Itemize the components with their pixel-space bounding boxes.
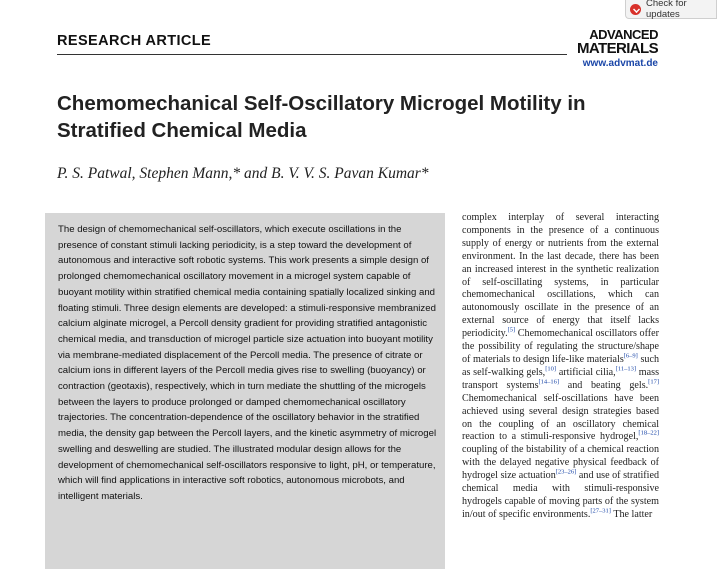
body-text-run: coupling of the bistability of a chemical reaction with the delayed negative physical feedback of hydrogel size actuation (462, 444, 659, 482)
article-title: Chemomechanical Self-Oscillatory Microgel Motility in Stratified Chemical Media (57, 92, 586, 142)
citation-link[interactable]: [27–31] (590, 507, 611, 515)
journal-logo-line1: ADVANCED (589, 27, 658, 42)
citation-link[interactable]: [14–16] (538, 378, 560, 386)
check-updates-icon (630, 4, 641, 15)
body-text-run: and beating gels. (559, 379, 649, 391)
body-text-run: artificial cilia, (556, 366, 616, 378)
section-label: RESEARCH ARTICLE (57, 33, 212, 49)
citation-link[interactable]: [18–22] (638, 430, 659, 438)
body-text-run: The latter (610, 508, 653, 520)
citation-link[interactable]: [6–9] (623, 352, 638, 360)
body-text-run: and use of stratified chemical media with stimuli-responsive hydrogels capable of moving parts of the system in/out of specific environments. (462, 470, 659, 520)
body-text-run: Chemomechanical self-oscillations have been achieved using several design strategies based on the coupling of an oscillatory chemical reaction to a stimuli-responsive hydrogel, (462, 392, 659, 443)
author-list: P. S. Patwal, Stephen Mann,* and B. V. V. S. Pavan Kumar* (57, 165, 429, 182)
header-divider (57, 54, 567, 55)
check-updates-label: Check for updates (646, 0, 687, 20)
body-text-run: such as self-walking gels, (462, 353, 660, 378)
check-for-updates-button[interactable] (625, 0, 717, 19)
abstract-text: The design of chemomechanical self-oscillators, which execute oscillations in the presence of constant stimuli lacking periodicity, is a step toward the development of autonomous and interactive soft robotic systems. This work presents a simple design of prolonged chemomechanical oscillatory movement in a microgel system capable of buoyant motility within stratified chemical media containing spatially localized sinking and floating stimuli. Three design elements are developed: a stimuli-responsive membranized calcium alginate microgel, a Percoll density gradient for providing stratified antagonistic chemical media, and transduction of microgel particle size actuation into buoyant motility via membrane-mediated displacement of the Percoll media. The presence of citrate or calcium ions in different layers of the Percoll media gives rise to swelling (buoyancy) or contraction (geotaxis), respectively, which in turn mediate the shuttling of the microgels between the layers to produce prolonged or damped chemomechanical oscillatory trajectories. The concentration-dependence of the oscillatory behavior in the stratified media, the density gap between the Percoll layers, and the kinetic asymmetry of microgel swelling and deswelling are studied. The illustrated modular design allows for the development of chemomechanical self-oscillators responsive to light, pH, or temperature, which will find applications in interactive soft robotics, autonomous microbots, and intelligent materials. (58, 224, 437, 502)
body-text-run: complex interplay of several interacting components in the presence of a continuous supply of energy or nutrients from the external environment. In the last decade, there has been an increased interest in the synthetic realization of self-oscillating systems, in particular chemomechanical oscillations, which can autonomously oscillate in the presence of an external source of energy that itself lacks periodicity. (462, 212, 659, 340)
citation-link[interactable]: [23–26] (555, 468, 577, 476)
body-text-column (462, 212, 659, 522)
body-text-run: mass transport systems (462, 366, 659, 391)
journal-logo-line2: MATERIALS (577, 40, 658, 57)
citation-link[interactable]: [10] (545, 365, 557, 373)
abstract-box (45, 213, 445, 569)
journal-url-link[interactable]: www.advmat.de (582, 58, 658, 69)
citation-link[interactable]: [17] (648, 378, 659, 386)
journal-logo (566, 28, 658, 56)
citation-link[interactable]: [11–13] (615, 365, 637, 373)
citation-link[interactable]: [5] (507, 326, 516, 334)
body-text-run: Chemomechanical oscillators offer the possibility of regulating the structure/shape of materials to design life-like materials (462, 328, 659, 365)
